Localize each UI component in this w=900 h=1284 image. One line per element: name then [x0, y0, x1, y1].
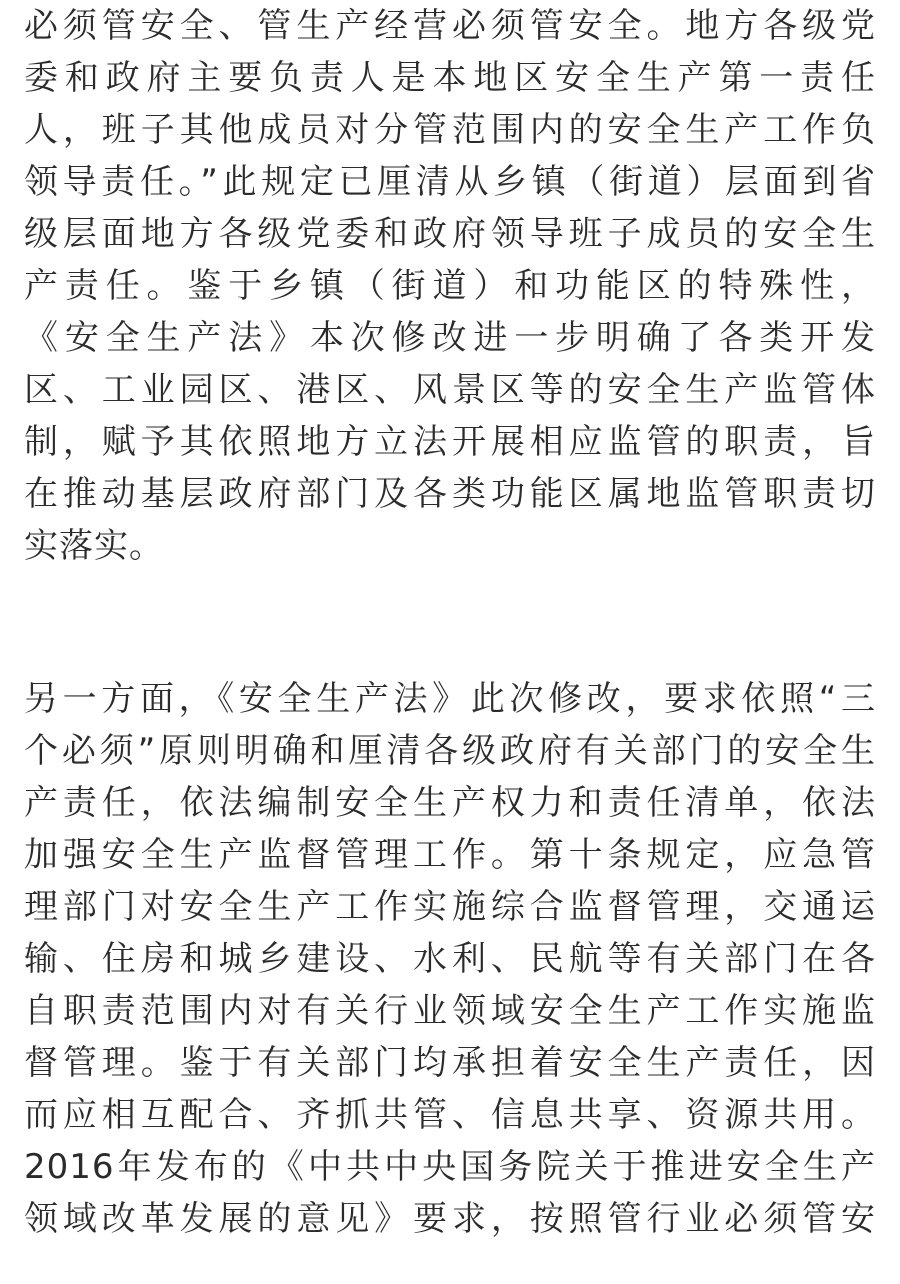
text-line: 实落实。: [24, 526, 164, 566]
article-body: [24, 0, 876, 1245]
text-line: 必须管安全、管生产经营必须管安全。地方各级党: [24, 6, 876, 46]
text-line: 在推动基层政府部门及各类功能区属地监管职责切: [24, 474, 876, 514]
text-line: 产责任，依法编制安全生产权力和责任清单，依法: [24, 783, 876, 823]
text-line: 委和政府主要负责人是本地区安全生产第一责任: [24, 58, 876, 98]
text-line: 另一方面，《安全生产法》此次修改，要求依照“三: [24, 679, 876, 719]
text-line: 个必须”原则明确和厘清各级政府有关部门的安全生: [24, 731, 876, 771]
paragraph-2: [24, 673, 876, 1245]
text-line: 产责任。鉴于乡镇（街道）和功能区的特殊性，: [24, 266, 876, 306]
text-line: 领域改革发展的意见》要求，按照管行业必须管安: [24, 1199, 876, 1239]
text-line: 自职责范围内对有关行业领域安全生产工作实施监: [24, 991, 876, 1031]
text-line: 级层面地方各级党委和政府领导班子成员的安全生: [24, 214, 876, 254]
text-line: 人，班子其他成员对分管范围内的安全生产工作负: [24, 110, 876, 150]
text-line: 制，赋予其依照地方立法开展相应监管的职责，旨: [24, 422, 876, 462]
text-line: 而应相互配合、齐抓共管、信息共享、资源共用。: [24, 1095, 876, 1135]
text-line: 区、工业园区、港区、风景区等的安全生产监管体: [24, 370, 876, 410]
text-line: 理部门对安全生产工作实施综合监督管理，交通运: [24, 887, 876, 927]
text-line: 2016年发布的《中共中央国务院关于推进安全生产: [24, 1147, 876, 1187]
text-line: 《安全生产法》本次修改进一步明确了各类开发: [24, 318, 876, 358]
text-line: 输、住房和城乡建设、水利、民航等有关部门在各: [24, 939, 876, 979]
paragraph-1: [24, 0, 876, 572]
text-line: 领导责任。”此规定已厘清从乡镇（街道）层面到省: [24, 162, 876, 202]
text-line: 加强安全生产监督管理工作。第十条规定，应急管: [24, 835, 876, 875]
text-line: 督管理。鉴于有关部门均承担着安全生产责任，因: [24, 1043, 876, 1083]
paragraph-gap: [24, 572, 876, 673]
